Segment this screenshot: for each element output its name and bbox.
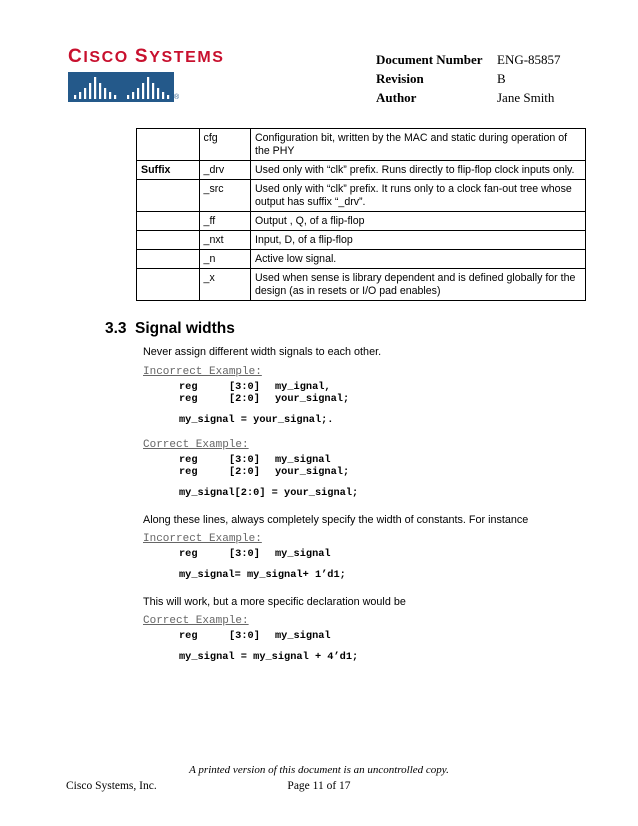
document-meta bbox=[376, 50, 561, 107]
logo-bar bbox=[99, 83, 101, 99]
logo-bar bbox=[74, 95, 76, 99]
logo-bar bbox=[114, 95, 116, 99]
specific-declaration-paragraph: This will work, but a more specific declaration would be bbox=[143, 596, 406, 608]
section-number: 3.3 bbox=[105, 320, 127, 337]
code-line: reg [3:0] my_signal bbox=[179, 454, 331, 466]
code-line: my_signal[2:0] = your_signal; bbox=[179, 487, 359, 499]
section-title: Signal widths bbox=[135, 320, 235, 337]
section-heading bbox=[105, 320, 235, 338]
example-label: Incorrect Example: bbox=[143, 533, 262, 545]
intro-paragraph: Never assign different width signals to each other. bbox=[143, 346, 382, 358]
code-line: reg [2:0] your_signal; bbox=[179, 393, 350, 405]
logo-wordmark: CISCO SYSTEMS bbox=[68, 46, 225, 67]
code-line: reg [2:0] your_signal; bbox=[179, 466, 350, 478]
table-row: _n Active low signal. bbox=[137, 250, 586, 269]
example-label: Correct Example: bbox=[143, 615, 249, 627]
logo-bar bbox=[152, 83, 154, 99]
table-row: cfg Configuration bit, written by the MAC and static during operation of the PHY bbox=[137, 129, 586, 161]
table-row: _src Used only with “clk” prefix. It runs only to a clock fan-out tree whose output has suffix “_drv”. bbox=[137, 180, 586, 212]
logo-bar bbox=[89, 83, 91, 99]
meta-revision: Revision B bbox=[376, 71, 506, 86]
logo-bar bbox=[157, 88, 159, 99]
logo-bar bbox=[142, 83, 144, 99]
logo-bar bbox=[137, 88, 139, 99]
logo-bar bbox=[162, 92, 164, 99]
footer-uncontrolled-note: A printed version of this document is an uncontrolled copy. bbox=[189, 764, 449, 776]
code-line: reg [3:0] my_ignal, bbox=[179, 381, 331, 393]
code-line: my_signal = your_signal;. bbox=[179, 414, 334, 426]
logo-bar bbox=[104, 88, 106, 99]
code-line: my_signal= my_signal+ 1’d1; bbox=[179, 569, 346, 581]
naming-suffix-table bbox=[136, 128, 586, 301]
example-label: Incorrect Example: bbox=[143, 366, 262, 378]
logo-bar bbox=[79, 92, 81, 99]
code-line: reg [3:0] my_signal bbox=[179, 548, 331, 560]
logo-bar bbox=[109, 92, 111, 99]
logo-bar bbox=[147, 77, 149, 99]
table-row: Suffix _drv Used only with “clk” prefix. Runs directly to flip-flop clock inputs only. bbox=[137, 161, 586, 180]
table-row: _x Used when sense is library dependent and is defined globally for the design (as in resets or I/O pad enables) bbox=[137, 269, 586, 301]
meta-document-number: Document Number ENG-85857 bbox=[376, 52, 561, 67]
code-line: reg [3:0] my_signal bbox=[179, 630, 331, 642]
logo-bar bbox=[94, 77, 96, 99]
footer-company: Cisco Systems, Inc. bbox=[66, 780, 157, 792]
logo-bar bbox=[167, 95, 169, 99]
table-row: _ff Output , Q, of a flip-flop bbox=[137, 212, 586, 231]
code-line: my_signal = my_signal + 4’d1; bbox=[179, 651, 359, 663]
logo-bar bbox=[84, 88, 86, 99]
table-row: _nxt Input, D, of a flip-flop bbox=[137, 231, 586, 250]
footer-page-number: Page 11 of 17 bbox=[287, 780, 351, 792]
logo-bars-icon bbox=[68, 72, 174, 102]
registered-mark: ® bbox=[174, 94, 180, 101]
company-logo bbox=[68, 46, 225, 108]
logo-bar bbox=[127, 95, 129, 99]
logo-bar bbox=[132, 92, 134, 99]
constants-paragraph: Along these lines, always completely specify the width of constants. For instance bbox=[143, 514, 529, 526]
example-label: Correct Example: bbox=[143, 439, 249, 451]
meta-author: Author Jane Smith bbox=[376, 90, 555, 105]
